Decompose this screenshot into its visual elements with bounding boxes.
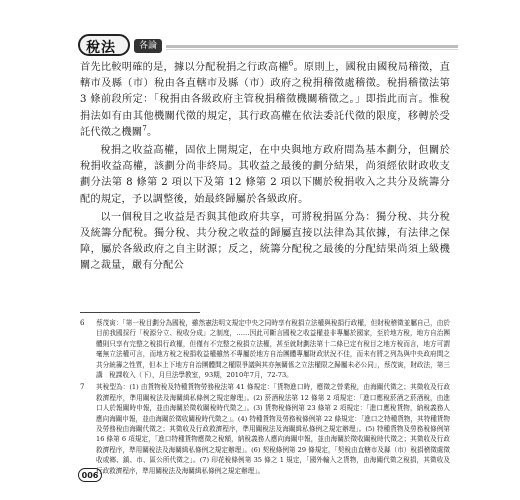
header-rule-thin (166, 49, 458, 50)
footnote-separator (80, 312, 200, 313)
footnote-text: 蔡茂寅：「第一稅目劃分為國稅，雖然憲法明文規定中央之同時享有稅捐立法權與稅捐行政權，但財稅稽徵並屬自己，由於目前我國採行「稅源分立、稅收分成」之制度，……因此可斷言國稅之收益權並非專屬於國家，至於地方稅，地方自治團體則只享有完整之稅捐行政權，但僅有不完整之稅捐立法權，甚至就財劃法第十二條已定有稅目之地方稅而言，地方可謂毫無立法權可言，而地方稅之稅捐收益權雖然不專屬於地方自治團體專屬財政狀況不佳，而未有將之列為與中央政府間之共分統籌之性質，但本上下地方自治團體間之權限爭議與其亦無關係之立法權限之歸屬未必公同」，蔡茂寅，財政法，第三講 稅課收入（下），月旦法學教室，93期，2010年7月，72-73。 (96, 319, 450, 380)
footnote-number: 6 (80, 319, 85, 327)
chapter-badge (78, 34, 130, 56)
footnotes (80, 318, 450, 478)
chapter-title: 稅法 (86, 40, 116, 56)
footnote-number: 7 (80, 383, 85, 392)
footnote-ref-7[interactable]: 7 (142, 124, 147, 133)
paragraph-3: 以一個稅目之收益是否與其他政府共享，可將稅捐區分為：獨分稅、共分稅及統籌分配稅。獨分稅、共分稅之收益的歸屬直接以法律為其依據，有法律之保障，屬於各級政府之自主財源；反之，統籌分配稅之最後的分配結果尚須上級機關之裁量，嚴有分配公 (80, 211, 450, 272)
section-tab: 各論 (134, 39, 162, 53)
page-number: 006 (78, 468, 102, 482)
footnote-6 (80, 318, 450, 380)
footnote-7 (80, 382, 450, 476)
paragraph-2: 稅捐之收益高權，固依上開規定，在中央與地方政府間為基本劃分，但關於稅捐收益高權，該劃分尚非終局。其收益之最後的劃分結果，尚須經依財政收支劃分法第 8 條第 2 項以下及第 12 條第 2 項以下關於稅捐收入之共分及統籌分配的規定，予以調整後，始最終歸屬於各級政府。 (80, 145, 450, 205)
body-text (80, 60, 450, 277)
running-header (78, 34, 458, 56)
paragraph-1: 首先比較明確的是，據以分配稅捐之行政高權$^6$。原則上，國稅由國稅局稽徵，直轄市及縣（市）稅由各直轄市及縣（市）政府之稅捐稽徵處稽徵。稅捐稽徵法第 3 條前段所定：「稅捐由各級政府主管稅捐稽徵機關稽徵之。」即指此而言。惟稅捐法如有由其他機關代徵的規定，其行政高權在依法委託代徵的限度，移轉於受託代徵之機關$^7$。 (80, 59, 450, 138)
footnote-text: 其稅型為：(1) 由貨物稅及特種貨物勞務稅法第 41 條規定：「貨物進口時，應徵之營業稅，由海關代徵之；其徵收及行政救濟程序，準用關稅法及海關緝私條例之規定辦理」。(2) 菸酒稅法第 12 條第 2 項規定：「進口應稅菸酒之菸酒稅，由進口人於報關時申報，並由海關於徵收關稅時代徵之」。(3) 貨物稅條例第 23 條第 2 項規定：「進口應稅貨物，納稅義務人應向海關申報，並由海關於徵收關稅時代徵之」。(4) 特種貨物及勞務稅條例第 22 條規定：「進口之特種貨物，其特種貨物及勞務稅由海關代徵之；其徵收及行政救濟程序，準用關稅法及海關緝私條例之規定辦理」。(5) 特種貨物及勞務稅條例第 16 條第 6 項規定，「進口特種貨物應徵之稅額，納稅義務人應向海關申報，並由海關於徵收關稅時代徵之；其徵收及行政救濟程序，準用關稅法及海關緝私條例之規定辦理」。(6) 契稅條例第 29 條規定，「契稅由直轄市及縣（市）稅捐稽徵處徵收或鄉、鎮、市、區公所代徵之」。(7) 印花稅條例第 35 條之 1 規定，「國外輸入之貨物，由海關代徵之稅捐，其徵收及行政救濟程序，準用關稅法及海關緝私條例之規定辦理」。 (96, 383, 450, 475)
header-rule (166, 45, 458, 48)
footnote-ref-6[interactable]: 6 (288, 59, 294, 68)
